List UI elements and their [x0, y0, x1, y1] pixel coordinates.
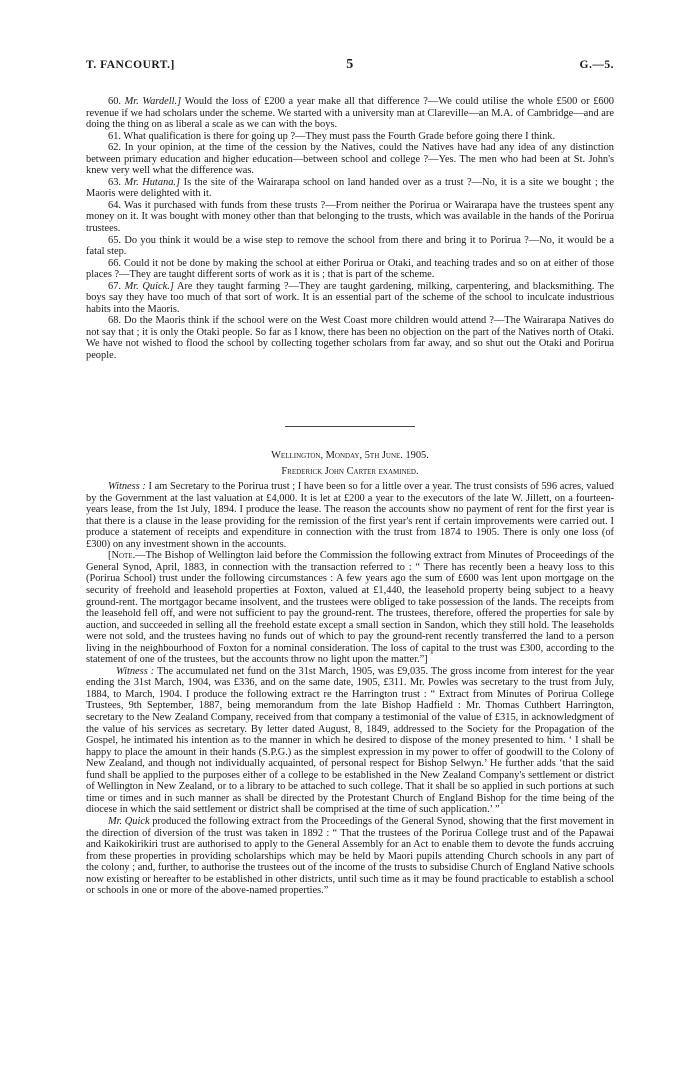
evidence-block-1: [86, 96, 614, 362]
question-60: 60. Mr. Wardell.] Would the loss of £200 a year make all that difference ?—We could utilise the whole £500 or £600 revenue if we had scholars under the scheme. We started with a university man at Clareville—an M.A. of Cambridge—and are doing the thing on as liberal a scale as we can with the boys.: [86, 96, 614, 131]
question-66: 66. Could it not be done by making the school at either Porirua or Otaki, and teaching trades and so on at either of those places ?—They are taught different sorts of work as it is ; that is part of the scheme.: [86, 257, 614, 281]
question-68: 68. Do the Maoris think if the school were on the West Coast more children would attend ?—The Wairarapa Natives do not say that ; it is only the Otaki people. So far as I know, there has been no objection on the part of the Natives north of Otaki. We have not wished to flood the school by collecting together scholars from far away, and so shut out the Otaki and Porirua people.: [86, 315, 614, 362]
page-number: 5: [346, 57, 354, 72]
question-63: 63. Mr. Hutana.] Is the site of the Wairarapa school on land handed over as a trust ?—No, it is a site we bought ; the Maoris were delighted with it.: [86, 176, 614, 200]
page-header: [86, 57, 614, 76]
quick-extract-paragraph: Mr. Quick produced the following extract from the Proceedings of the General Synod, showing that the first movement in the direction of diversion of the trust was taken in 1892 : “ That the trustees of the Porirua College trust and of the Papawai and Kaikokirikiri trust are authorised to apply to the General Assembly for an Act to enable them to devote the funds accruing from these properties in providing scholarships which may be held by Maori pupils attending Church schools in any part of the colony ; and, further, to authorise the trustees out of the income of the trusts to subsidise Church of England Native schools now existing or hereafter to be established in other districts, until such time as it may be found practicable to establish a school or schools in one or more of the above-named properties.”: [86, 815, 614, 897]
section-divider: [285, 426, 415, 427]
witness-statement-1: Witness : I am Secretary to the Porirua trust ; I have been so for a little over a year. The trust consists of 596 acres, valued by the Government at the last valuation at £4,000. It is let at £200 a year to the executors of the late W. Jillett, on a fourteen-years lease, from the 1st July, 1894. I produce the lease. The reason the accounts show no payment of rent for the first year is that there is a clause in the lease providing for the remission of the first year's rent if certain improvements were carried out. I produce a statement of receipts and expenditure in connection with the trust from 1874 to 1905. There is only one loss (of £300) on any investment shown in the accounts.: [86, 481, 614, 550]
document-reference: G.—5.: [579, 59, 614, 71]
witness-statement-2: Witness : The accumulated net fund on the 31st March, 1905, was £9,035. The gross income from interest for the year ending the 31st March, 1904, was £336, and on the same date, 1905, £311. Mr. Powles was secretary to the trust from July, 1884, to March, 1904. I produce the following extract re the Harrington trust : “ Extract from Minutes of Porirua College Trustees, 9th September, 1887, being memorandum from the late Bishop Hadfield : Mr. Thomas Cuthbert Harrington, secretary to the New Zealand Company, received from that company a testimonial of the value of £315, in acknowledgment of the value of his services as secretary. By letter dated August, 8, 1849, addressed to the Society for the Propagation of the Gospel, he intimated his intention as to the manner in which he desired to dispose of the money presented to him. ‘ I shall be happy to place the amount in their hands (S.P.G.) as the simplest expression in my power to offer of goodwill to the Colony of New Zealand, and though not individually acquainted, of personal respect for Bishop Selwyn.’ He further adds ‘that the said fund shall be applied to the purposes either of a college to be established in the New Zealand Company's settlement or district of Wellington in New Zealand, or to a library to be attached to such college. That it shall be so applied in such portions at such time or times and in such manner as shall be directed by the Protestant Church of England Bishop for the time being of the diocese in which the said settlement or district shall be comprised at the time of such application.’ ”: [86, 665, 614, 816]
question-61: 61. What qualification is there for going up ?—They must pass the Fourth Grade before going there I think.: [108, 130, 556, 142]
session-date-line: Wellington, Monday, 5th June. 1905.: [271, 450, 429, 461]
question-67: 67. Mr. Quick.] Are they taught farming ?—They are taught gardening, milking, carpentering, and blacksmithing. The boys say they have too much of that sort of work. It is an essential part of the scheme of the school to inculcate industrious habits into the Maoris.: [86, 280, 614, 315]
note-paragraph: [Note.—The Bishop of Wellington laid before the Commission the following extract from Minutes of Proceedings of the General Synod, April, 1883, in connection with the transaction referred to : “ There has recently been a heavy loss to this (Porirua School) trust under the following circumstances : A few years ago the sum of £600 was lent upon mortgage on the security of freehold and leasehold properties at Foxton, valued at £1,440, the leasehold property being subject to a heavy ground-rent. The mortgagor became insolvent, and the trustees were obliged to take possession of the lands. The receipts from the leasehold fell off, and were not sufficient to pay the ground-rent. The trustees, therefore, offered the properties for sale by auction, and succeeded in selling all the freehold estate except a small section in Sandon, which they still hold. The leaseholds were not sold, and the trustees having no funds out of which to pay the ground-rent recently transferred the land to a person living in the neighbourhood of Foxton for a nominal consideration. The loss of capital to the trust was £300, according to the statement of one of the trustees, but the accounts throw no light upon the matter.”]: [86, 550, 614, 666]
question-64: 64. Was it purchased with funds from these trusts ?—From neither the Porirua or Wairarapa have the trustees spent any money on it. It was bought with money other than that belonging to the trusts, which was available in the hands of the Porirua trustees.: [86, 199, 614, 235]
header-witness-name: T. FANCOURT.]: [86, 59, 175, 71]
question-65: 65. Do you think it would be a wise step to remove the school from there and bring it to Porirua ?—No, it would be a fatal step.: [86, 234, 614, 258]
question-62: 62. In your opinion, at the time of the cession by the Natives, could the Natives have had any idea of any distinction between primary education and higher education—between school and college ?—Yes. The men who had been at St. John's knew very well what the difference was.: [86, 142, 614, 177]
witness-examined-line: Frederick John Carter examined.: [281, 465, 419, 477]
evidence-block-2: [86, 447, 614, 897]
